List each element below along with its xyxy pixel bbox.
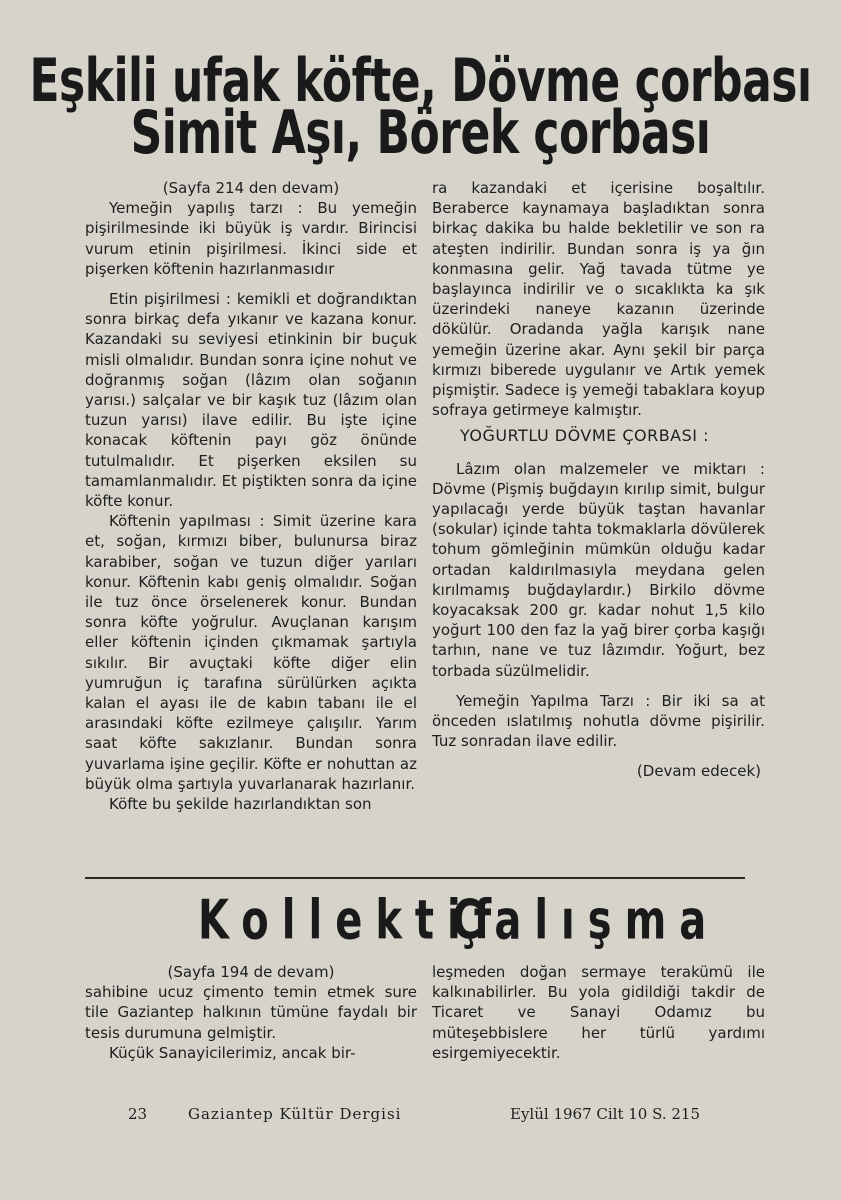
magazine-name: Gaziantep Kültür Dergisi — [188, 1105, 402, 1123]
continued-from-note: (Sayfa 194 de devam) — [167, 963, 335, 981]
paragraph: leşmeden doğan sermaye terakümü ile kalkınabilirler. Bu yola gidildiği takdir de Ticaret ve Sanayi Odamız bu müteşebbislere her türlü yardımı esirgemiyecektir. — [432, 963, 765, 1062]
article2-title-right: Çalışma — [452, 889, 720, 953]
to-be-continued-note: (Devam edecek) — [636, 762, 761, 781]
issue-info: Eylül 1967 Cilt 10 S. 215 — [510, 1105, 701, 1123]
paragraph: Köftenin yapılması : Simit üzerine kara et, soğan, kırmızı biber, bulunursa biraz karabiber, soğan ve tuzun diğer yarıları konur. Köftenin kabı geniş olmalıdır. Soğan ile tuz önce örselenerek konur. Bundan sonra köfte yoğrulur. Avuçlanan karışım eller köftenin içinden çıkmamak şartıyla sıkılır. Bir avuçtaki köfte diğer elin yumruğun iç tarafına sürülürken açıkta kalan el ayası ile de kabın tabanı ile el arasındaki köfte ezilmeye çalışılır. Yarım saat köfte sakızlanır. Bundan sonra yuvarlama işine geçilir. Köfte er nohuttan az büyük olma şartıyla yuvarlanarak hazırlanır. — [85, 512, 417, 793]
paragraph: Küçük Sanayicilerimiz, ancak bir- — [109, 1043, 356, 1062]
paragraph: Lâzım olan malzemeler ve miktarı : Dövme (Pişmiş buğdayın kırılıp simit, bulgur yapılacağı yerde büyük taştan havanlar (sokular) içinde tahta tokmaklarla dövülerek tohum gömleğinin mümkün olduğu kadar ortadan kaldırılmasıyla meydana gelen kırılmamış buğdaylardır.) Birkilo dövme koyacaksak 200 gr. kadar nohut 1,5 kilo yoğurt 100 den faz la yağ birer çorba kaşığı tarhın, nane ve tuz lâzımdır. Yoğurt, bez torbada süzülmelidir. — [432, 459, 765, 680]
headline-line-1: Eşkili ufak köfte, Dövme çorbası — [29, 46, 812, 116]
section-subhead: YOĞURTLU DÖVME ÇORBASI : — [460, 426, 709, 446]
paragraph: Köfte bu şekilde hazırlandıktan son — [109, 795, 372, 814]
section-divider — [85, 877, 745, 879]
paragraph: Yemeğin yapılış tarzı : Bu yemeğin pişirilmesinde iki büyük iş vardır. Birincisi vurum etinin pişirilmesi. İkinci side et pişerken köftenin hazırlanmasıdır — [85, 199, 417, 278]
page-number: 23 — [128, 1105, 148, 1123]
article1-right-column — [432, 178, 765, 782]
article2-right-column — [432, 962, 765, 1063]
article2-title-left: Kollektif — [198, 889, 505, 953]
paragraph: ra kazandaki et içerisine boşaltılır. Beraberce kaynamaya başladıktan sonra birkaç dakika bu halde bekletilir ve son ra ateşten indirilir. Bundan sonra iş ya ğın konmasına gelir. Yağ tavada tütme ye başlayınca indirilir ve o sıcaklıkta ka şık üzerindeki naneye kazanın üzerinde dökülür. Oradanda yağla karışık nane yemeğin üzerine akar. Aynı şekil bir parça kırmızı biberede uygulanır ve Artık yemek pişmiştir. Sadece iş yemeği tabaklara koyup sofraya getirmeye kalmıştır. — [432, 179, 765, 420]
continued-from-note: (Sayfa 214 den devam) — [162, 179, 340, 197]
paragraph: sahibine ucuz çimento temin etmek sure tile Gaziantep halkının tümüne faydalı bir tesis durumuna gelmiştir. — [85, 983, 417, 1042]
headline-line-2: Simit Aşı, Börek çorbası — [130, 98, 711, 168]
article1-left-column — [85, 178, 417, 814]
paragraph: Yemeğin Yapılma Tarzı : Bir iki sa at önceden ıslatılmış nohutla dövme pişirilir. Tuz sonradan ilave edilir. — [432, 691, 765, 751]
paragraph: Etin pişirilmesi : kemikli et doğrandıktan sonra birkaç defa yıkanır ve kazana konur. Kazandaki su seviyesi etinkinin bir buçuk misli olmalıdır. Bundan sonra içine nohut ve doğranmış soğan (lâzım olan soğanın yarısı.) salçalar ve bir kaşık tuz (lâzım olan tuzun yarısı) ilave edilir. Bu işte içine konacak köftenin payı göz önünde tutulmalıdır. Et pişerken eksilen su tamamlanmalıdır. Et piştikten sonra da içine köfte konur. — [85, 290, 417, 511]
article2-left-column — [85, 962, 417, 1063]
